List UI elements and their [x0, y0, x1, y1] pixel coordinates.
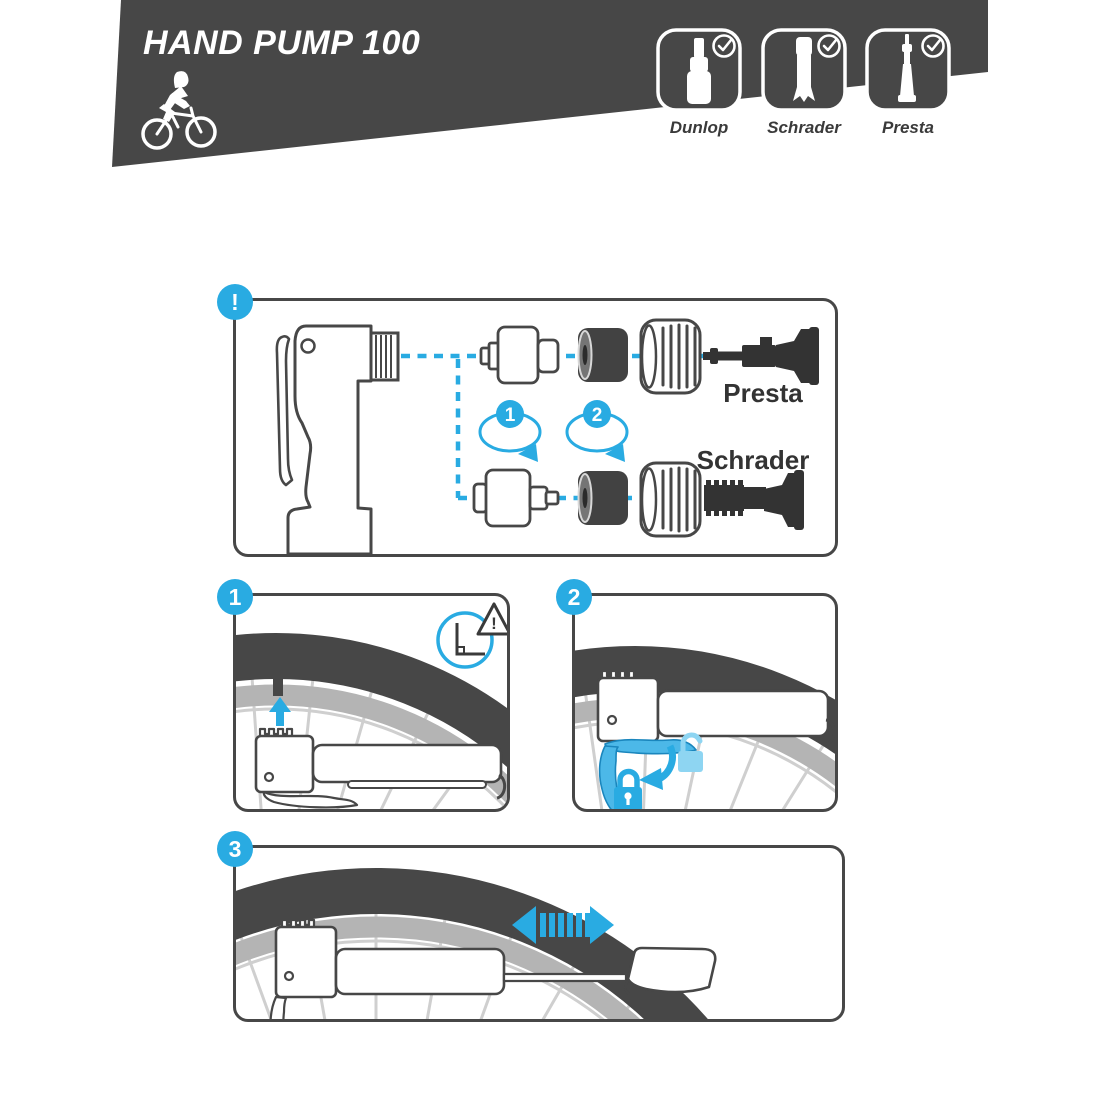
pump-hole — [608, 716, 616, 724]
pump-head — [277, 326, 398, 554]
pump-hole — [265, 773, 273, 781]
valve-insert-schrader — [474, 470, 558, 526]
pump-barrel — [313, 745, 501, 782]
rotate-step-2 — [567, 400, 627, 462]
step-2-panel — [572, 593, 838, 812]
step-1-illustration — [236, 596, 507, 809]
presta-valve-icon — [867, 30, 949, 110]
step-3-panel — [233, 845, 845, 1022]
valve-insert-presta — [481, 327, 558, 383]
hand-pump — [256, 729, 505, 807]
page-title: HAND PUMP 100 — [143, 24, 421, 62]
perpendicular-warning-icon — [438, 604, 507, 667]
pump-barrel — [658, 691, 828, 736]
step-2-illustration — [575, 596, 835, 809]
valve-label-dunlop: Dunlop — [669, 118, 729, 137]
valve-type-icons — [658, 30, 949, 110]
piston-shaft — [504, 974, 626, 981]
pump-handle — [628, 948, 715, 992]
step-1-panel — [233, 593, 510, 812]
rubber-grommet-top — [578, 328, 628, 382]
knurled-cap-bottom — [641, 463, 700, 536]
valve-label-schrader: Schrader — [767, 118, 841, 137]
step-3-illustration — [236, 848, 842, 1019]
schrader-label: Schrader — [696, 445, 810, 475]
valve-stem — [273, 674, 283, 696]
step-3-badge: 3 — [217, 831, 253, 867]
rubber-grommet-bottom — [578, 471, 628, 525]
lock-icon — [614, 772, 642, 810]
rotate-step-1 — [480, 400, 540, 462]
warning-exclamation: ! — [491, 614, 497, 633]
overview-panel — [233, 298, 838, 557]
knurled-cap-top — [641, 320, 700, 393]
step-2-badge: 2 — [556, 579, 592, 615]
pump-barrel — [336, 949, 504, 994]
unlock-icon — [678, 735, 703, 772]
pump-hole — [302, 340, 315, 353]
pump-lever — [277, 336, 292, 485]
step-1-badge: 1 — [217, 579, 253, 615]
valve-label-presta: Presta — [882, 118, 934, 137]
overview-badge: ! — [217, 284, 253, 320]
overview-illustration — [236, 301, 835, 554]
pump-lever-open — [271, 997, 291, 1019]
step-2-number: 2 — [591, 405, 603, 426]
schrader-valve-icon — [763, 30, 845, 110]
dunlop-valve-icon — [658, 30, 740, 110]
step-1-number: 1 — [504, 405, 516, 426]
schrader-valve-silhouette — [704, 470, 804, 530]
presta-valve-silhouette — [703, 327, 819, 385]
presta-label: Presta — [723, 378, 803, 408]
valve-stem — [288, 898, 297, 920]
pump-hole — [285, 972, 293, 980]
